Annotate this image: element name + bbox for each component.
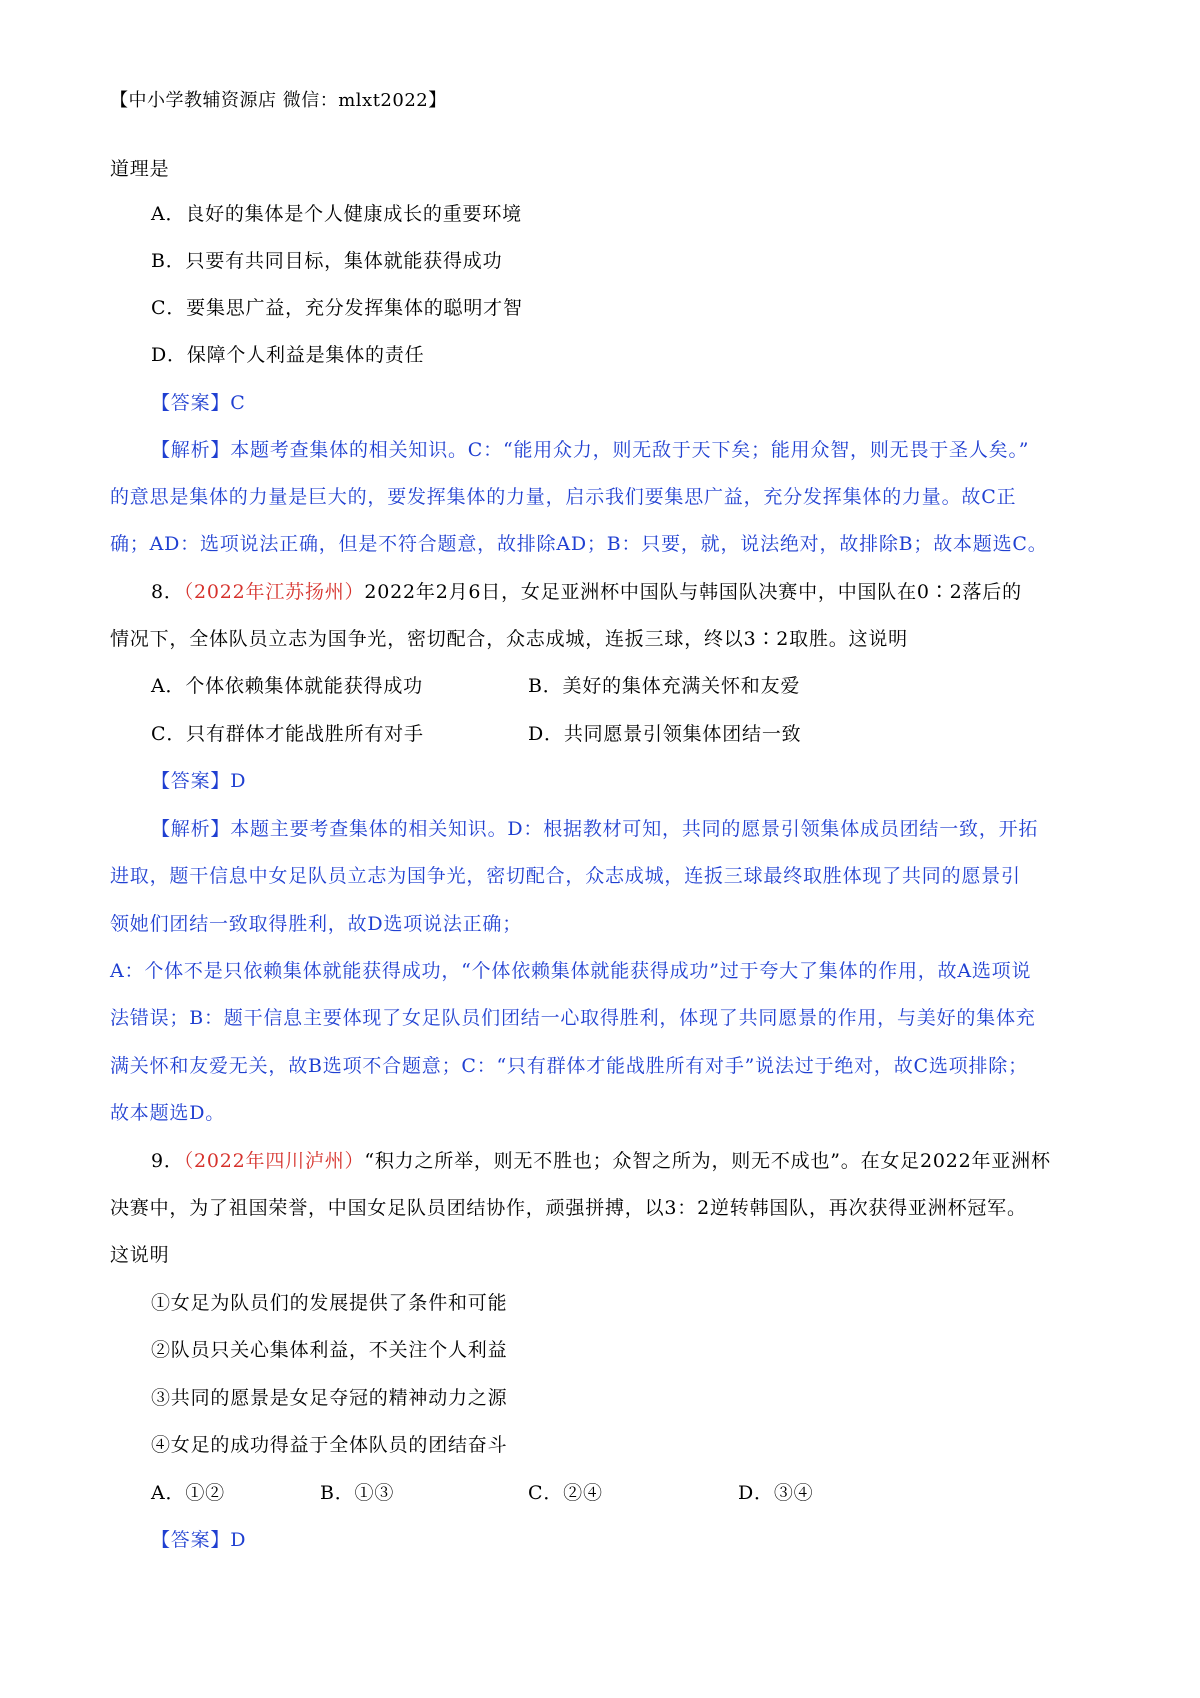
q7-option-a: A．良好的集体是个人健康成长的重要环境 xyxy=(151,203,522,225)
q8-option-a: A．个体依赖集体就能获得成功 xyxy=(151,675,423,697)
q9-stem-line-1 xyxy=(151,1147,1051,1175)
q8-answer: 【答案】D xyxy=(151,770,247,792)
q8-analysis-line-5: 法错误；B：题干信息主要体现了女足队员们团结一心取得胜利，体现了共同愿景的作用，与美好的集体充 xyxy=(110,1007,1036,1029)
q8-analysis-line-6: 满关怀和友爱无关，故B选项不合题意；C：“只有群体才能战胜所有对手”说法过于绝对，故C选项排除； xyxy=(110,1055,1028,1077)
q9-statement-4: ④女足的成功得益于全体队员的团结奋斗 xyxy=(151,1434,508,1456)
q9-answer: 【答案】D xyxy=(151,1529,247,1551)
q8-analysis-line-3: 领她们团结一致取得胜利，故D选项说法正确； xyxy=(110,913,523,935)
q8-option-c: C．只有群体才能战胜所有对手 xyxy=(151,723,424,745)
q9-statement-3: ③共同的愿景是女足夺冠的精神动力之源 xyxy=(151,1387,508,1409)
q8-source: （2022年江苏扬州） xyxy=(183,581,365,603)
q9-option-c: C．②④ xyxy=(528,1482,603,1504)
q9-stem-line-3: 这说明 xyxy=(110,1244,170,1266)
q8-analysis-line-4: A：个体不是只依赖集体就能获得成功，“个体依赖集体就能获得成功”过于夸大了集体的作用，故A选项说 xyxy=(110,960,1032,982)
q8-analysis-line-1: 【解析】本题主要考查集体的相关知识。D：根据教材可知，共同的愿景引领集体成员团结一致，开拓 xyxy=(151,818,1039,840)
q8-stem-line-2: 情况下，全体队员立志为国争光，密切配合，众志成城，连扳三球，终以3∶2取胜。这说明 xyxy=(110,628,908,650)
q9-option-a: A．①② xyxy=(151,1482,225,1504)
q7-analysis-line-2: 的意思是集体的力量是巨大的，要发挥集体的力量，启示我们要集思广益，充分发挥集体的力量。故C正 xyxy=(110,486,1017,508)
q8-option-d: D．共同愿景引领集体团结一致 xyxy=(528,723,802,745)
q8-option-b: B．美好的集体充满关怀和友爱 xyxy=(528,675,801,697)
q9-number: 9． xyxy=(151,1150,184,1172)
q9-stem-line-2: 决赛中，为了祖国荣誉，中国女足队员团结协作，顽强拼搏，以3：2逆转韩国队，再次获得亚洲杯冠军。 xyxy=(110,1197,1027,1219)
q8-analysis-line-2: 进取，题干信息中女足队员立志为国争光，密切配合，众志成城，连扳三球最终取胜体现了共同的愿景引 xyxy=(110,865,1021,887)
q7-option-c: C．要集思广益，充分发挥集体的聪明才智 xyxy=(151,297,523,319)
page-header: 【中小学教辅资源店 微信：mlxt2022】 xyxy=(110,90,447,111)
q7-option-b: B．只要有共同目标，集体就能获得成功 xyxy=(151,250,503,272)
q9-option-d: D．③④ xyxy=(738,1482,814,1504)
q9-statement-2: ②队员只关心集体利益，不关注个人利益 xyxy=(151,1339,508,1361)
q7-option-d: D．保障个人利益是集体的责任 xyxy=(151,344,425,366)
q8-number: 8． xyxy=(151,581,184,603)
q7-analysis-line-3: 确；AD：选项说法正确，但是不符合题意，故排除AD；B：只要，就，说法绝对，故排除B；故本题选C。 xyxy=(110,533,1048,555)
q8-stem-text-1: 2022年2月6日，女足亚洲杯中国队与韩国队决赛中，中国队在0∶2落后的 xyxy=(364,581,1022,603)
q9-statement-1: ①女足为队员们的发展提供了条件和可能 xyxy=(151,1292,508,1314)
q8-analysis-line-7: 故本题选D。 xyxy=(110,1102,226,1124)
q7-answer: 【答案】C xyxy=(151,392,246,414)
q7-stem-tail: 道理是 xyxy=(110,158,170,180)
q8-stem-line-1 xyxy=(151,578,1022,606)
q7-analysis-line-1: 【解析】本题考查集体的相关知识。C：“能用众力，则无敌于天下矣；能用众智，则无畏于圣人矣。” xyxy=(151,439,1030,461)
q9-source: （2022年四川泸州） xyxy=(183,1150,365,1172)
q9-stem-text-1: “积力之所举，则无不胜也；众智之所为，则无不成也”。在女足2022年亚洲杯 xyxy=(364,1150,1051,1172)
q9-option-b: B．①③ xyxy=(320,1482,395,1504)
